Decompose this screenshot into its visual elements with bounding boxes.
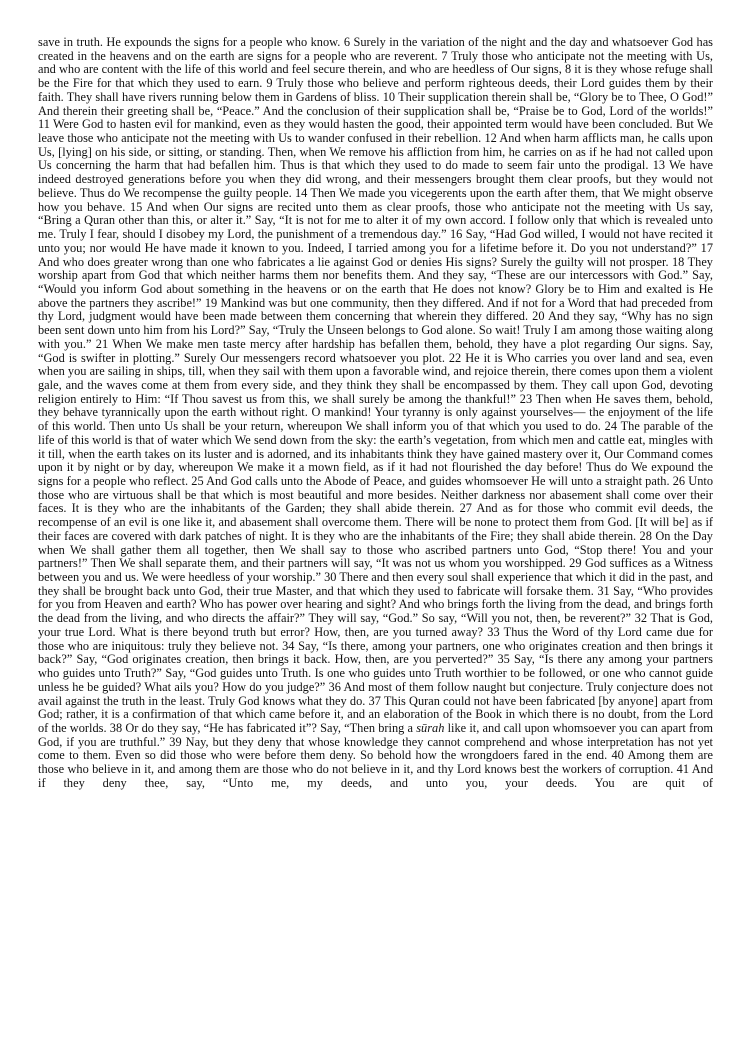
body-text-segment-2: like it, and call upon whomsoever you can apart from God, if you are truthful.” 39 Nay, but they deny that whose knowledge they cannot comprehend and whose interpretation has not yet come to them. Even so did those who were before them deny. So behold how the wrongdoers fared in the end. 40 Among them are those who believe in it, and among them are those who do not believe in it, and thy Lord knows best the workers of corruption. 41 And if they deny thee, say, “Unto me, my deeds, and unto you, your deeds. You are quit of xyxy=(38,720,713,790)
body-paragraph xyxy=(38,36,713,804)
italic-term-surah: sūrah xyxy=(416,720,445,735)
body-text-segment-1: save in truth. He expounds the signs for a people who know. 6 Surely in the variation of the night and the day and whatsoever God has created in the heavens and on the earth are signs for a people who are reverent. 7 Truly those who anticipate not the meeting with Us, and who are content with the life of this world and feel secure therein, and who are heedless of Our signs, 8 it is they whose refuge shall be the Fire for that which they used to earn. 9 Truly those who believe and perform righteous deeds, their Lord guides them by their faith. They shall have rivers running below them in Gardens of bliss. 10 Their supplication therein shall be, “Glory be to Thee, O God!” And therein their greeting shall be, “Peace.” And the conclusion of their supplication shall be, “Praise be to God, Lord of the worlds!” 11 Were God to hasten evil for mankind, even as they would hasten the good, their appointed term would have been concluded. But We leave those who anticipate not the meeting with Us to wander confused in their rebellion. 12 And when harm afflicts man, he calls upon Us, [lying] on his side, or sitting, or standing. Then, when We remove his affliction from him, he carries on as if he had not called upon Us concerning the harm that had befallen him. Thus is that which they used to do made to seem fair unto the prodigal. 13 We have indeed destroyed generations before you when they did wrong, and their messengers brought them clear proofs, but they would not believe. Thus do We recompense the guilty people. 14 Then We made you vicegerents upon the earth after them, that We might observe how you behave. 15 And when Our signs are recited unto them as clear proofs, those who anticipate not the meeting with Us say, “Bring a Quran other than this, or alter it.” Say, “It is not for me to alter it of my own accord. I follow only that which is revealed unto me. Truly I fear, should I disobey my Lord, the punishment of a tremendous day.” 16 Say, “Had God willed, I would not have recited it unto you; nor would He have made it known to you. Indeed, I tarried among you for a lifetime before it. Do you not understand?” 17 And who does greater wrong than one who fabricates a lie against God or denies His signs? Surely the guilty will not prosper. 18 They worship apart from God that which neither harms them nor benefits them. And they say, “These are our intercessors with God.” Say, “Would you inform God about something in the heavens or on the earth that He does not know? Glory be to Him and exalted is He above the partners they ascribe!” 19 Mankind was but one community, then they differed. And if not for a Word that had preceded from thy Lord, judgment would have been made between them concerning that wherein they differed. 20 And they say, “Why has no sign been sent down unto him from his Lord?” Say, “Truly the Unseen belongs to God alone. So wait! Truly I am among those waiting along with you.” 21 When We make men taste mercy after hardship has befallen them, behold, they have a plot regarding Our signs. Say, “God is swifter in plotting.” Surely Our messengers record whatsoever you plot. 22 He it is Who carries you over land and sea, even when you are sailing in ships, till, when they sail with them upon a favorable wind, and rejoice therein, there comes upon them a violent gale, and the waves come at them from every side, and they think they shall be encompassed by them. They call upon God, devoting religion entirely to Him: “If Thou savest us from this, we shall surely be among the thankful!” 23 Then when He saves them, behold, they behave tyrannically upon the earth without right. O mankind! Your tyranny is only against yourselves— the enjoyment of the life of this world. Then unto Us shall be your return, whereupon We shall inform you of that which you used to do. 24 The parable of the life of this world is that of water which We send down from the sky: the earth’s vegetation, from which men and cattle eat, mingles with it till, when the earth takes on its luster and is adorned, and its inhabitants think they have gained mastery over it, Our Command comes upon it by night or by day, whereupon We make it a mown field, as if it had not flourished the day before! Thus do We expound the signs for a people who reflect. 25 And God calls unto the Abode of Peace, and guides whomsoever He will unto a straight path. 26 Unto those who are virtuous shall be that which is most beautiful and more besides. Neither darkness nor abasement shall come over their faces. It is they who are the inhabitants of the Garden; they shall abide therein. 27 And as for those who commit evil deeds, the recompense of an evil is one like it, and abasement shall overcome them. There will be none to protect them from God. [It will be] as if their faces are covered with dark patches of night. It is they who are the inhabitants of the Fire; they shall abide therein. 28 On the Day when We shall gather them all together, then We shall say to those who ascribed partners unto God, “Stop there! You and your partners!” Then We shall separate them, and their partners will say, “It was not us whom you worshipped. 29 God suffices as a Witness between you and us. We were heedless of your worship.” 30 There and then every soul shall experience that which it did in the past, and they shall be brought back unto God, their true Master, and that which they used to fabricate will forsake them. 31 Say, “Who provides for you from Heaven and earth? Who has power over hearing and sight? And who brings forth the living from the dead, and brings forth the dead from the living, and who directs the affair?” They will say, “God.” So say, “Will you not, then, be reverent?” 32 That is God, your true Lord. What is there beyond truth but error? How, then, are you turned away? 33 Thus the Word of thy Lord came due for those who are iniquitous: truly they believe not. 34 Say, “Is there, among your partners, one who originates creation and then brings it back?” Say, “God originates creation, then brings it back. How, then, are you perverted?” 35 Say, “Is there any among your partners who guides unto Truth?” Say, “God guides unto Truth. Is one who guides unto Truth worthier to be followed, or one who cannot guide unless he be guided? What ails you? How do you judge?” 36 And most of them follow naught but conjecture. Truly conjecture does not avail against the truth in the least. Truly God knows what they do. 37 This Quran could not have been fabricated [by anyone] apart from God; rather, it is a confirmation of that which came before it, and an elaboration of the Book in which there is no doubt, from the Lord of the worlds. 38 Or do they say, “He has fabricated it”? Say, “Then bring a xyxy=(38,35,713,735)
body-text-block xyxy=(38,36,713,804)
